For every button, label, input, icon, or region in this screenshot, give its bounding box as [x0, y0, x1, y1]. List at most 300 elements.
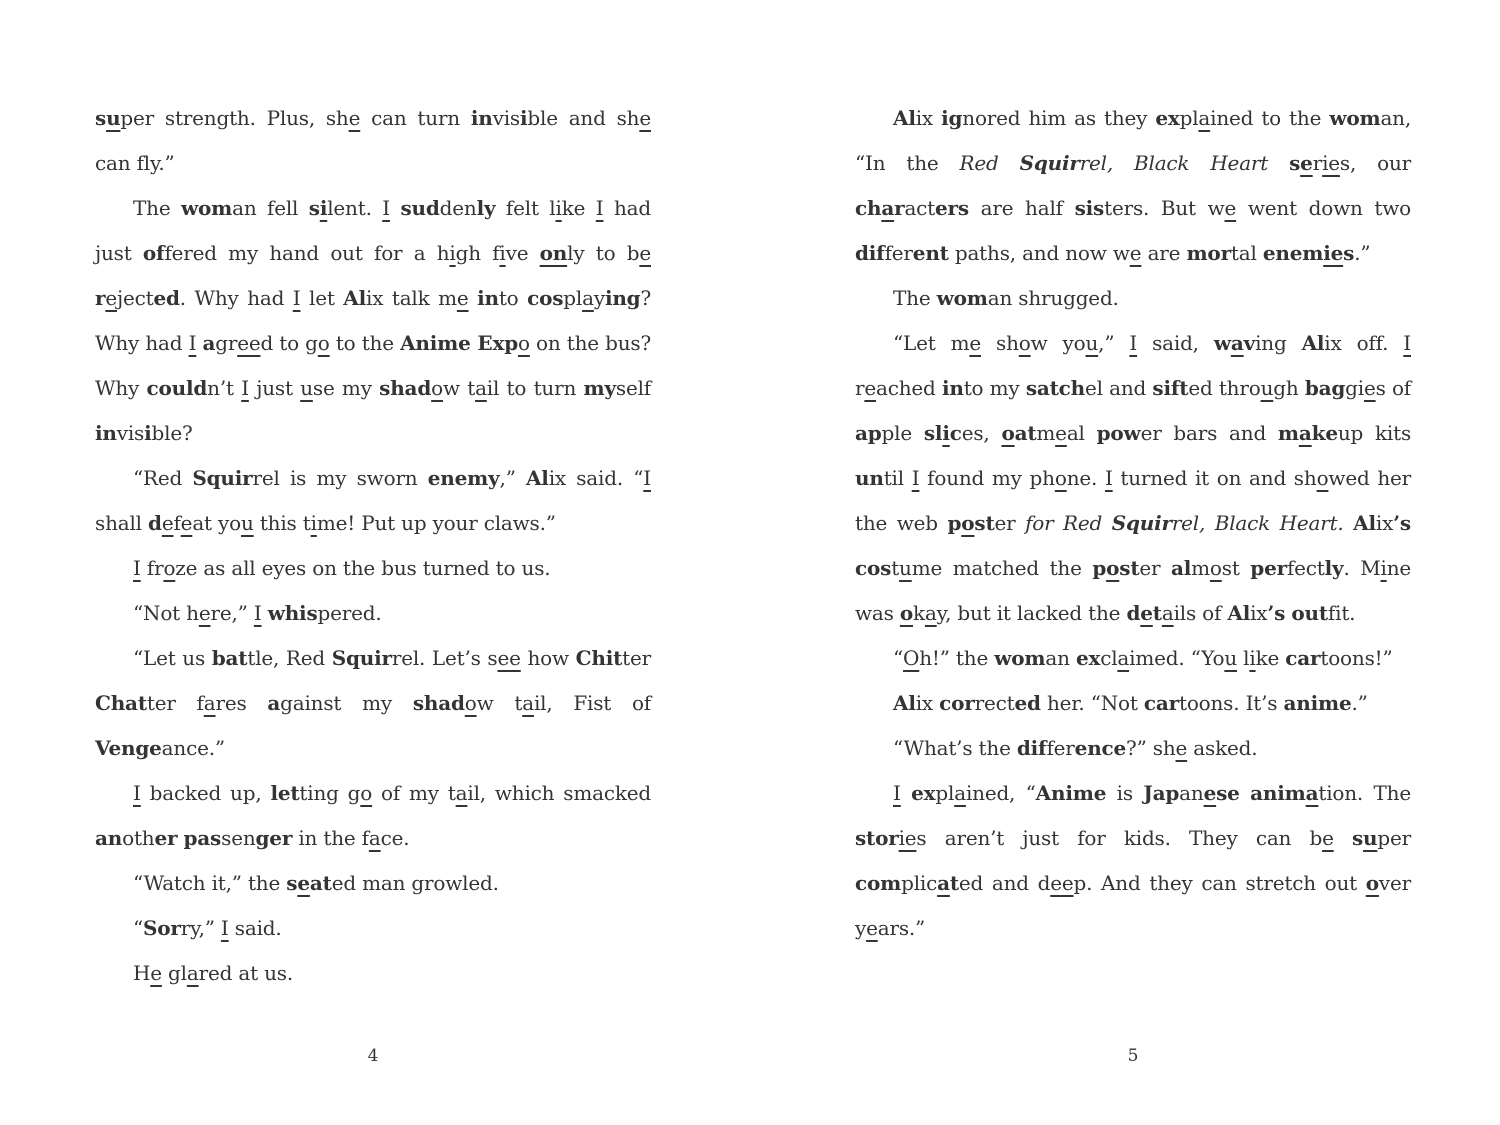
text-segment: wom	[994, 646, 1046, 670]
text-segment: in	[941, 376, 964, 400]
text-segment: car	[1285, 646, 1321, 670]
text-segment: Chat	[95, 691, 147, 715]
text-segment: ee	[1050, 871, 1074, 895]
text-segment: e	[1322, 826, 1334, 850]
text-segment: ap	[855, 421, 882, 445]
text-segment: to my	[963, 376, 1026, 400]
text-segment: me! Put up your claws.”	[316, 511, 556, 535]
text-segment: ined to the	[1210, 106, 1330, 130]
text-segment	[1240, 781, 1250, 805]
text-segment: e	[639, 241, 651, 265]
text-segment: a	[455, 781, 468, 805]
text-segment: “	[893, 646, 904, 670]
page-right-text	[855, 96, 1411, 951]
text-segment: s aren’t just for kids. They can b	[916, 826, 1323, 850]
text-segment: pas	[183, 826, 222, 850]
text-segment: ke	[1255, 646, 1286, 670]
text-segment: an shrugged.	[987, 286, 1119, 310]
text-segment: t	[1152, 601, 1162, 625]
text-segment: s of	[1375, 376, 1411, 400]
text-segment: to the	[329, 331, 401, 355]
text-segment: o	[961, 511, 975, 535]
text-segment: ce.	[380, 826, 410, 850]
paragraph	[95, 546, 651, 591]
text-segment: stor	[855, 826, 899, 850]
paragraph	[855, 96, 1411, 276]
text-segment: a	[1117, 646, 1130, 670]
text-segment: ix	[1375, 511, 1394, 535]
text-segment: o	[1054, 466, 1067, 490]
text-segment: s	[308, 196, 320, 220]
text-segment: e	[348, 106, 361, 130]
text-segment: let	[270, 781, 300, 805]
text-segment: a	[267, 691, 281, 715]
text-segment: w t	[442, 376, 476, 400]
text-segment: rel, Black Heart	[1079, 151, 1269, 175]
text-segment: nored him as they	[962, 106, 1156, 130]
text-segment: vis	[116, 421, 145, 445]
text-segment: u	[1085, 331, 1099, 355]
text-segment: Anime Exp	[400, 331, 518, 355]
text-segment: turned it on and sh	[1112, 466, 1317, 490]
text-segment: ze as all eyes on the bus turned to us.	[175, 556, 551, 580]
text-segment: t	[891, 556, 900, 580]
text-segment: toons. It’s	[1178, 691, 1284, 715]
text-segment: a	[522, 691, 534, 715]
text-segment: dif	[855, 241, 885, 265]
text-segment: o	[431, 376, 443, 400]
text-segment: “Watch it,” the	[133, 871, 287, 895]
text-segment: ed	[153, 286, 180, 310]
text-segment: n’t	[207, 376, 242, 400]
text-segment: rel, Black Heart.	[1171, 511, 1344, 535]
text-segment: p	[1092, 556, 1107, 580]
text-segment: gh	[1273, 376, 1305, 400]
text-segment: vis	[492, 106, 520, 130]
text-segment: . M	[1343, 556, 1381, 580]
text-segment: I	[382, 196, 390, 220]
text-segment: an, “In the	[855, 106, 1412, 175]
text-segment: rect	[974, 691, 1015, 715]
text-segment: e	[1140, 601, 1153, 625]
text-segment: tion. The	[1318, 781, 1411, 805]
text-segment: rel. Let’s s	[391, 646, 498, 670]
text-segment: ne was	[855, 556, 1412, 625]
text-segment: went down two	[1236, 196, 1411, 220]
text-segment: w yo	[1030, 331, 1086, 355]
text-segment	[901, 781, 911, 805]
text-segment: just	[248, 376, 301, 400]
text-segment: “Let m	[893, 331, 970, 355]
text-segment: un	[855, 466, 884, 490]
text-segment: ix	[915, 106, 942, 130]
text-segment: o	[1316, 466, 1329, 490]
text-segment: The	[133, 196, 181, 220]
text-segment: bag	[1304, 376, 1346, 400]
text-segment: ie	[1323, 241, 1344, 265]
text-segment: pl	[935, 781, 955, 805]
text-segment: in	[477, 286, 499, 310]
text-segment: ence	[1074, 736, 1127, 760]
text-segment: ie	[898, 826, 917, 850]
text-segment: til	[883, 466, 912, 490]
text-segment: c	[949, 421, 962, 445]
text-segment: Al	[1353, 511, 1376, 535]
text-segment: said.	[228, 916, 282, 940]
text-segment	[1268, 151, 1289, 175]
page-number-left: 4	[367, 1046, 379, 1066]
page-left-text	[95, 96, 651, 996]
text-segment: ing	[604, 286, 641, 310]
paragraph	[95, 96, 651, 186]
text-segment: v	[1243, 331, 1256, 355]
text-segment: felt l	[495, 196, 556, 220]
text-segment: sh	[981, 331, 1019, 355]
text-segment: ger	[255, 826, 293, 850]
text-segment: is	[1106, 781, 1144, 805]
text-segment: ,”	[1098, 331, 1130, 355]
text-segment: den	[439, 196, 477, 220]
text-segment: at	[309, 871, 332, 895]
paragraph	[855, 681, 1411, 726]
paragraph	[855, 726, 1411, 771]
text-segment: e	[639, 106, 651, 130]
text-segment: ix talk m	[366, 286, 457, 310]
text-segment: I	[1129, 331, 1138, 355]
text-segment	[390, 196, 401, 220]
text-segment: ?” sh	[1126, 736, 1176, 760]
text-segment: s	[286, 871, 298, 895]
text-segment: o	[899, 601, 914, 625]
text-segment	[1334, 826, 1352, 850]
text-segment: anim	[1250, 781, 1306, 805]
text-segment: se	[1216, 781, 1240, 805]
text-segment: o	[464, 691, 477, 715]
text-segment: d	[1126, 601, 1141, 625]
text-segment: il, which smacked	[467, 781, 651, 805]
text-segment: said,	[1137, 331, 1214, 355]
text-segment: in the f	[292, 826, 369, 850]
text-segment: ry,”	[180, 916, 221, 940]
paragraph	[855, 636, 1411, 681]
text-segment: pl	[1179, 106, 1199, 130]
text-segment: Al	[893, 691, 916, 715]
text-segment: ting g	[299, 781, 361, 805]
text-segment: e	[198, 601, 211, 625]
text-segment: r	[95, 286, 106, 310]
paragraph	[95, 636, 651, 771]
text-segment: cor	[939, 691, 975, 715]
text-segment: u	[1260, 376, 1274, 400]
text-segment: a	[881, 196, 895, 220]
text-segment: “What’s the	[893, 736, 1017, 760]
text-segment: Al	[1227, 601, 1251, 625]
text-segment: r	[894, 196, 905, 220]
text-segment: of	[142, 241, 165, 265]
text-segment: u	[106, 106, 121, 130]
text-segment: Sor	[143, 916, 181, 940]
text-segment: i	[519, 106, 528, 130]
text-segment: red at us.	[198, 961, 293, 985]
text-segment: ke	[1311, 421, 1338, 445]
text-segment: o	[317, 331, 330, 355]
text-segment: ix off.	[1324, 331, 1404, 355]
text-segment: a	[924, 601, 937, 625]
text-segment: o	[1106, 556, 1120, 580]
text-segment: o	[1365, 871, 1379, 895]
text-segment: i	[310, 511, 317, 535]
text-segment: ee	[237, 331, 261, 355]
text-segment	[469, 286, 478, 310]
text-segment: er	[1139, 556, 1171, 580]
text-segment: a	[954, 781, 966, 805]
paragraph	[95, 591, 651, 636]
text-segment: I	[893, 781, 901, 805]
text-segment: ble?	[151, 421, 193, 445]
text-segment: ix	[1250, 601, 1268, 625]
text-segment: i	[1380, 556, 1387, 580]
text-segment: o	[1018, 331, 1031, 355]
text-segment: t	[949, 871, 959, 895]
text-segment: shad	[379, 376, 432, 400]
text-segment: paths, and now w	[948, 241, 1130, 265]
text-segment: i	[144, 421, 152, 445]
text-segment: u	[1224, 646, 1238, 670]
text-segment: a	[1161, 601, 1174, 625]
text-segment: e	[180, 511, 193, 535]
text-segment: toons!”	[1320, 646, 1393, 670]
text-segment: ke	[561, 196, 596, 220]
text-segment: are	[1141, 241, 1187, 265]
text-segment: on the bus? Why	[95, 331, 651, 400]
text-segment: w t	[476, 691, 523, 715]
text-segment: fer	[1046, 736, 1075, 760]
text-segment: can turn	[360, 106, 471, 130]
text-segment: u	[300, 376, 313, 400]
text-segment: a	[186, 961, 199, 985]
text-segment: O	[903, 646, 920, 670]
text-segment: sift	[1152, 376, 1189, 400]
text-segment: on	[539, 241, 568, 265]
text-segment: a	[937, 871, 950, 895]
text-segment: el and	[1085, 376, 1153, 400]
text-segment: self	[615, 376, 651, 400]
text-segment: ex	[911, 781, 936, 805]
text-segment: k	[913, 601, 925, 625]
text-segment: act	[904, 196, 935, 220]
text-segment: gi	[1345, 376, 1364, 400]
text-segment: shall	[95, 511, 149, 535]
text-segment: e	[456, 286, 469, 310]
paragraph	[855, 771, 1411, 951]
text-segment: ex	[1075, 646, 1101, 670]
text-segment: a	[475, 376, 487, 400]
text-segment: f	[173, 511, 181, 535]
text-segment: an	[1179, 781, 1204, 805]
text-segment: o	[517, 331, 530, 355]
text-segment: in	[470, 106, 493, 130]
text-segment: I	[1403, 331, 1411, 355]
text-segment: wom	[936, 286, 988, 310]
text-segment: for Red	[1025, 511, 1112, 535]
text-segment: pered.	[317, 601, 382, 625]
text-segment: fr	[140, 556, 164, 580]
text-segment: p	[947, 511, 962, 535]
text-segment: I	[133, 781, 141, 805]
text-segment: y	[593, 286, 605, 310]
paragraph	[95, 861, 651, 906]
page-number-right: 5	[1127, 1046, 1139, 1066]
text-segment: ve	[505, 241, 540, 265]
text-segment: a	[202, 331, 216, 355]
text-segment: e	[1224, 196, 1237, 220]
text-segment: w	[1213, 331, 1231, 355]
text-segment: ly	[476, 196, 496, 220]
text-segment: mor	[1186, 241, 1231, 265]
text-segment: ed and d	[958, 871, 1051, 895]
text-segment: Al	[525, 466, 549, 490]
paragraph	[855, 276, 1411, 321]
text-segment: ver y	[855, 871, 1411, 940]
text-segment: tal	[1230, 241, 1263, 265]
text-segment: how	[520, 646, 576, 670]
text-segment: H	[133, 961, 151, 985]
text-segment: plic	[901, 871, 938, 895]
text-segment: i	[942, 421, 950, 445]
text-segment: i	[449, 241, 456, 265]
text-segment: I	[292, 286, 301, 310]
text-segment: fect	[1286, 556, 1325, 580]
text-segment: m	[1191, 556, 1210, 580]
text-segment: “Let us	[133, 646, 212, 670]
text-segment: cl	[1100, 646, 1118, 670]
text-segment: m	[1277, 421, 1299, 445]
text-segment: found my ph	[919, 466, 1055, 490]
text-segment: s	[1343, 241, 1355, 265]
text-segment: of my t	[372, 781, 456, 805]
text-segment: per	[1250, 556, 1287, 580]
text-segment: ple	[881, 421, 924, 445]
text-segment: ble and sh	[527, 106, 640, 130]
text-segment: e	[1203, 781, 1217, 805]
paragraph	[95, 186, 651, 456]
text-segment: ie	[1322, 151, 1340, 175]
text-segment: y, but it lacked the	[936, 601, 1127, 625]
text-segment: enemy	[427, 466, 500, 490]
text-segment: Squir	[1019, 151, 1080, 175]
text-segment: wed her the web	[855, 466, 1412, 535]
text-segment: an fell	[232, 196, 309, 220]
text-segment: e	[105, 286, 117, 310]
text-segment: I	[911, 466, 920, 490]
text-segment: fered my hand out for a h	[164, 241, 450, 265]
text-segment: a	[582, 286, 594, 310]
text-segment: wom	[1329, 106, 1381, 130]
text-segment: o	[360, 781, 373, 805]
text-segment: Anime	[1035, 781, 1107, 805]
text-segment: Al	[893, 106, 916, 130]
text-segment: sen	[221, 826, 256, 850]
text-segment: satch	[1025, 376, 1085, 400]
text-segment: .”	[1354, 241, 1371, 265]
text-segment: out	[1291, 601, 1328, 625]
text-segment: u	[240, 511, 254, 535]
text-segment: ars.”	[877, 916, 926, 940]
text-segment: e	[297, 871, 310, 895]
text-segment: Al	[1301, 331, 1325, 355]
text-segment: shad	[412, 691, 465, 715]
text-segment: imed. “Yo	[1129, 646, 1225, 670]
text-segment: e	[1055, 421, 1067, 445]
text-segment: er	[994, 511, 1026, 535]
text-segment: Jap	[1143, 781, 1180, 805]
text-segment: al	[1170, 556, 1192, 580]
text-segment: e	[1175, 736, 1188, 760]
text-segment: ix said. “	[548, 466, 644, 490]
text-segment: had just	[95, 196, 651, 265]
text-segment: this t	[253, 511, 311, 535]
paragraph	[855, 321, 1411, 636]
text-segment: car	[1143, 691, 1179, 715]
text-segment: tle, Red	[247, 646, 332, 670]
text-segment: fer	[884, 241, 913, 265]
text-segment: il to turn	[486, 376, 584, 400]
text-segment: an	[95, 826, 123, 850]
text-segment: Red	[959, 151, 1020, 175]
text-segment: are half	[968, 196, 1075, 220]
text-segment: gr	[215, 331, 238, 355]
text-segment: er bars and	[1140, 421, 1278, 445]
text-segment: r	[1312, 151, 1323, 175]
text-segment: dif	[1016, 736, 1047, 760]
text-segment: anime	[1283, 691, 1352, 715]
text-segment: e	[1300, 151, 1313, 175]
text-segment: e	[866, 916, 878, 940]
text-segment: .”	[1351, 691, 1368, 715]
text-segment: es,	[961, 421, 1002, 445]
text-segment: ing	[1255, 331, 1302, 355]
text-segment: e	[1129, 241, 1142, 265]
text-segment: pl	[563, 286, 583, 310]
text-segment: ers	[935, 196, 969, 220]
text-segment: ch	[855, 196, 882, 220]
text-segment: s, our	[1339, 151, 1411, 175]
text-segment: o	[1001, 421, 1015, 445]
text-segment: I	[188, 331, 197, 355]
text-segment: Chit	[575, 646, 623, 670]
text-segment: oth	[122, 826, 155, 850]
text-segment: wom	[180, 196, 233, 220]
text-segment: I	[1104, 466, 1113, 490]
text-segment: ed thro	[1188, 376, 1261, 400]
text-segment: gainst my	[280, 691, 413, 715]
text-segment: whis	[267, 601, 318, 625]
text-segment: i	[1249, 646, 1256, 670]
text-segment: s	[1351, 826, 1364, 850]
text-segment: er	[154, 826, 178, 850]
text-segment: se my	[312, 376, 380, 400]
text-segment: e	[969, 331, 981, 355]
text-segment: ,”	[499, 466, 526, 490]
text-segment: let	[300, 286, 344, 310]
text-segment: l	[1237, 646, 1250, 670]
text-segment: in	[95, 421, 117, 445]
text-segment: ed man growled.	[331, 871, 499, 895]
text-segment: a	[1298, 421, 1312, 445]
text-segment: Squir	[1111, 511, 1172, 535]
text-segment: to	[498, 286, 528, 310]
text-segment: backed up,	[140, 781, 271, 805]
